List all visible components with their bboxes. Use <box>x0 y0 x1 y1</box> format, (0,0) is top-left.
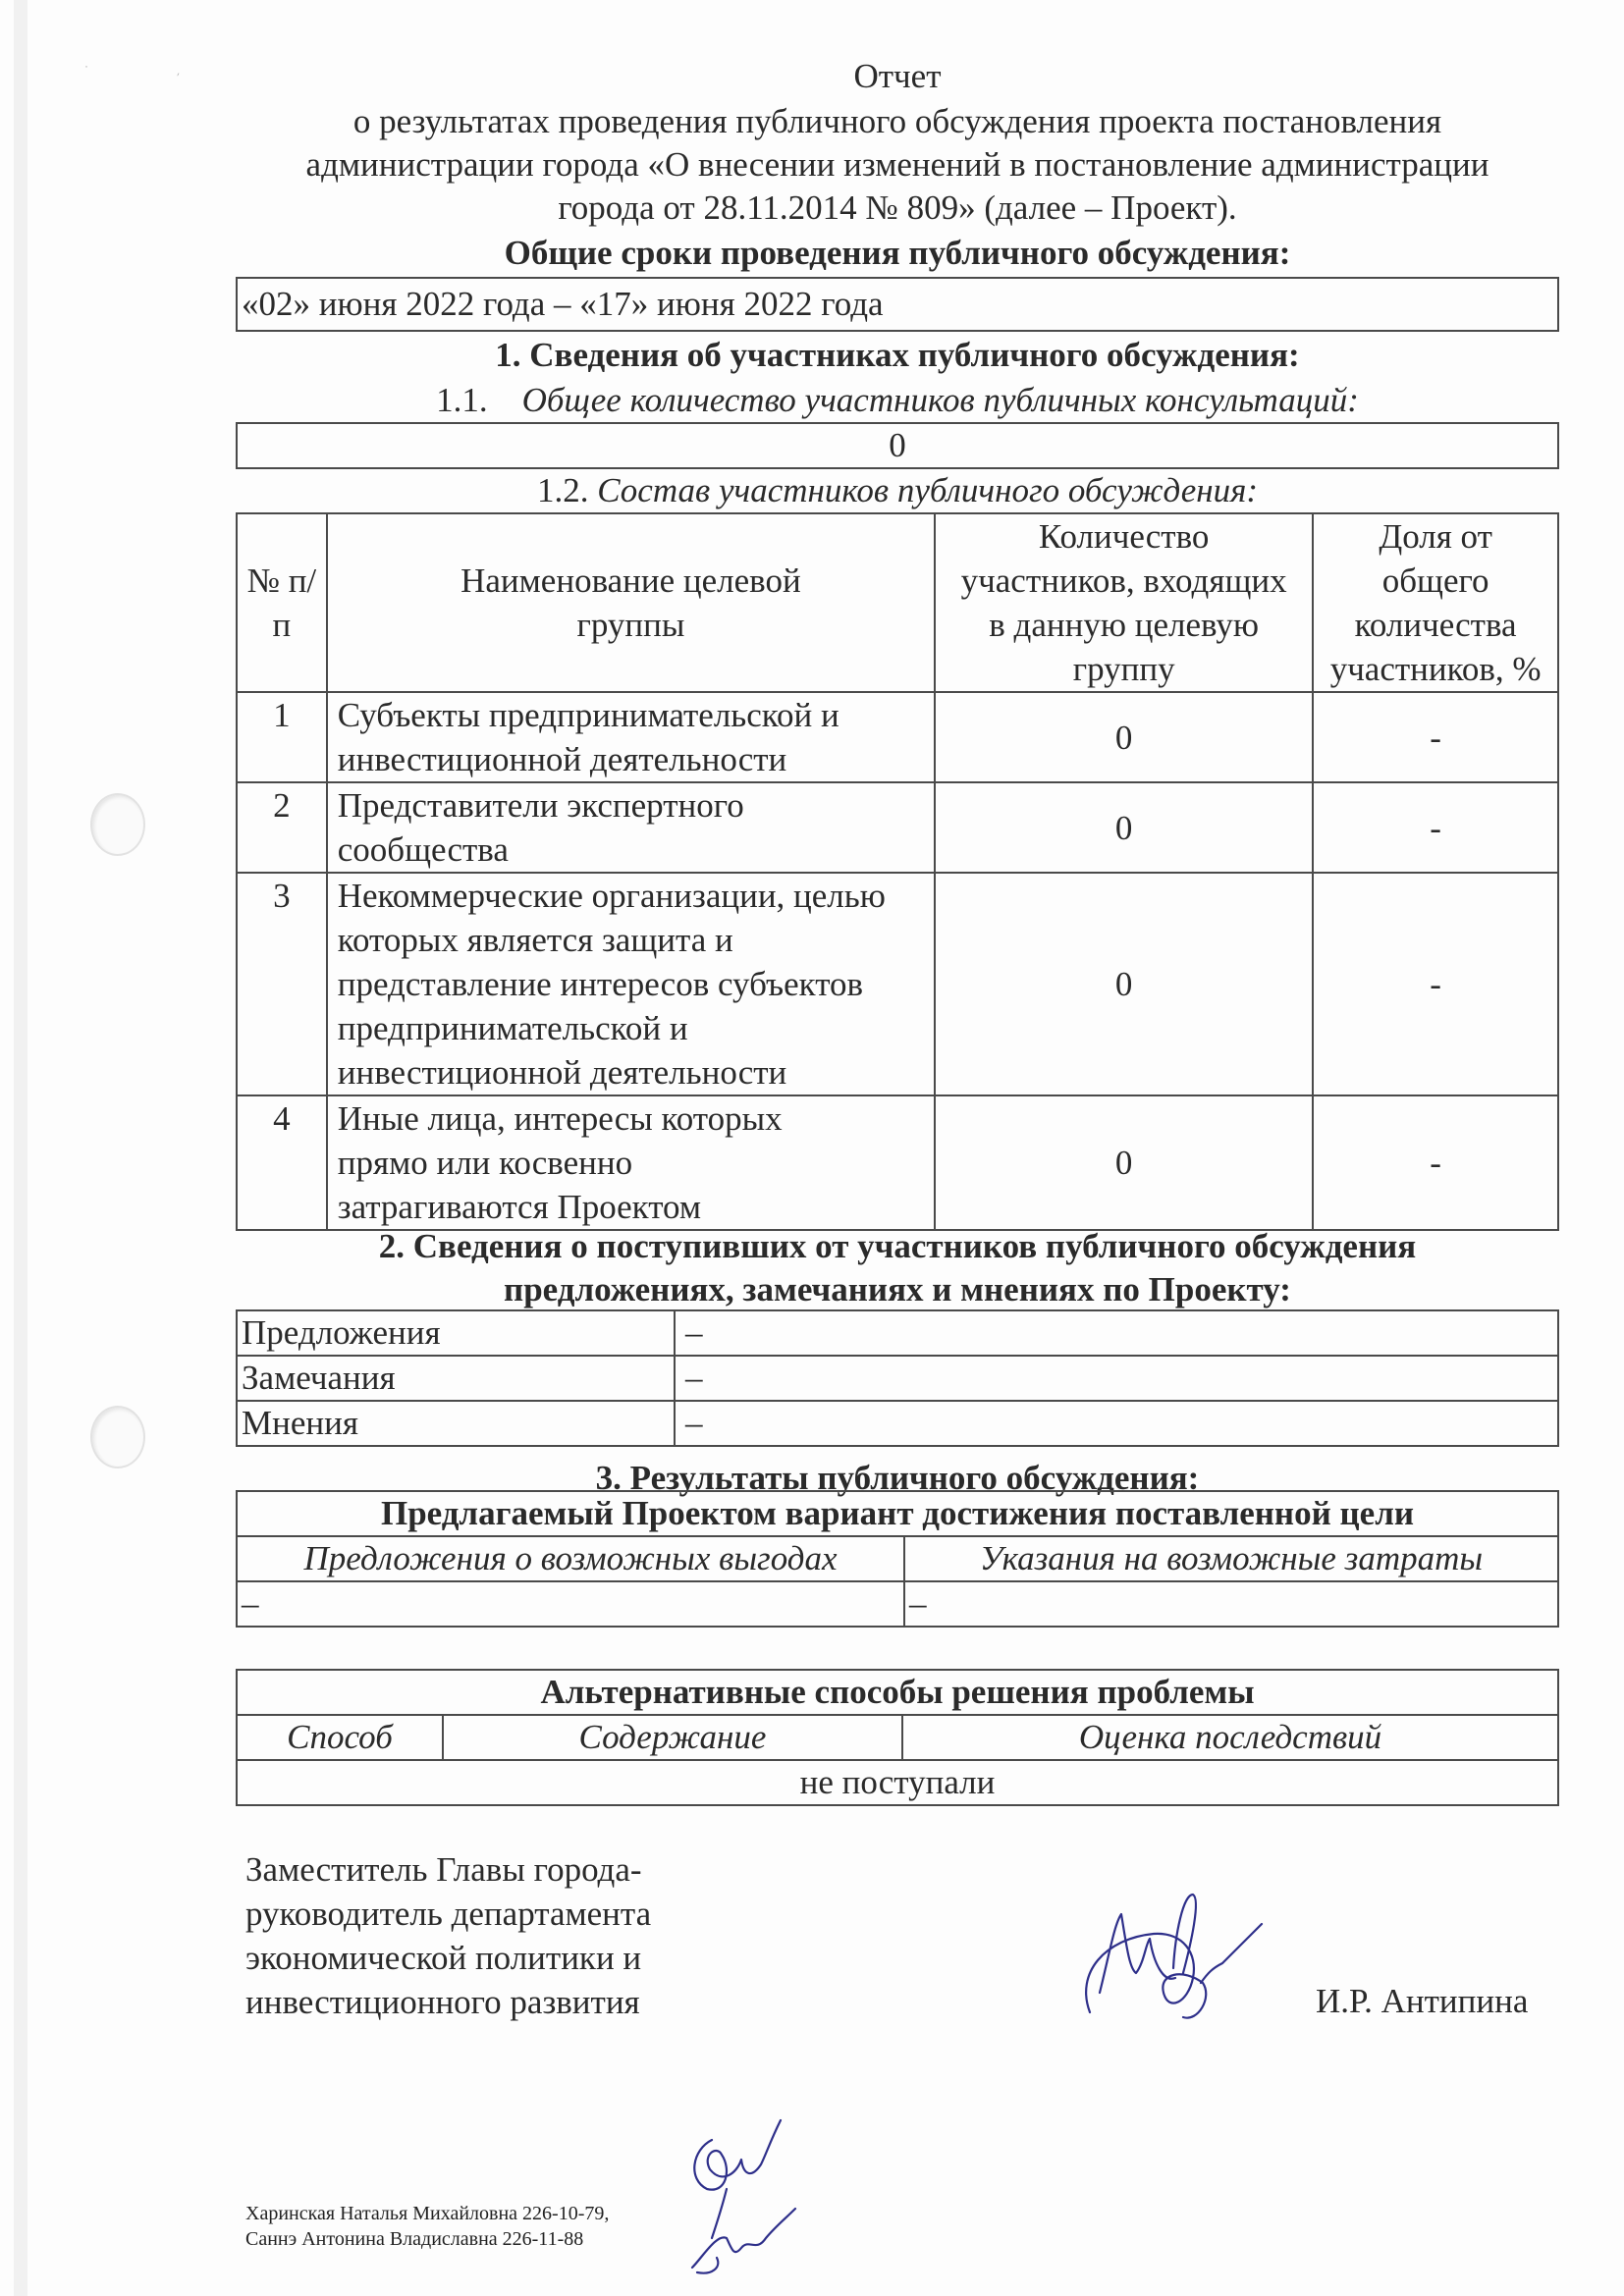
contact-line: Харинская Наталья Михайловна 226-10-79, <box>245 2203 610 2224</box>
total-participants-box <box>236 422 1559 469</box>
proposed-variant-table <box>236 1490 1559 1628</box>
feedback-label: Мнения <box>237 1401 675 1446</box>
section1-sub2 <box>236 469 1559 512</box>
total-participants-value: 0 <box>889 426 906 464</box>
table-row <box>237 692 1558 782</box>
section2-heading-line1: 2. Сведения о поступивших от участников публичного обсуждения <box>378 1227 1417 1265</box>
sub1-label: Общее количество участников публичных консультаций: <box>521 381 1359 419</box>
position-line: инвестиционного развития <box>245 1983 640 2021</box>
costs-header: Указания на возможные затраты <box>904 1536 1558 1581</box>
consequences-header: Оценка последствий <box>902 1715 1558 1760</box>
scan-artifact: ׳ <box>177 69 180 82</box>
document-subtitle-line: о результатах проведения публичного обсуждения проекта постановления <box>352 102 1442 140</box>
header-count: Количество участников, входящих в данную целевую группу <box>935 513 1313 692</box>
row-number: 1 <box>237 692 327 782</box>
document-subtitle-line: администрации города «О внесении изменений в постановление администрации <box>305 145 1489 184</box>
feedback-label: Замечания <box>237 1356 675 1401</box>
proposed-variant-title-row <box>237 1491 1558 1536</box>
document-title: Отчет <box>853 57 942 95</box>
section3-heading: 3. Результаты публичного обсуждения: <box>595 1459 1200 1497</box>
handwritten-signature <box>1075 1875 1272 2032</box>
row-group: Иные лица, интересы которых прямо или косвенно затрагиваются Проектом <box>327 1095 935 1230</box>
benefits-value: – <box>237 1581 904 1627</box>
terms-box <box>236 277 1559 332</box>
contact-line: Саннэ Антонина Владиславна 226-11-88 <box>245 2228 584 2250</box>
participants-table <box>236 512 1559 1231</box>
initials-signature <box>673 2110 800 2282</box>
row-number: 2 <box>237 782 327 873</box>
feedback-value: – <box>675 1310 1558 1356</box>
row-number: 3 <box>237 873 327 1095</box>
row-share: - <box>1313 692 1558 782</box>
row-share: - <box>1313 873 1558 1095</box>
feedback-row <box>237 1310 1558 1356</box>
table-header-row <box>237 513 1558 692</box>
position-line: экономической политики и <box>245 1939 642 1977</box>
alternatives-value: не поступали <box>237 1760 1558 1805</box>
sub2-number: 1.2. <box>536 471 589 509</box>
scan-edge <box>14 0 27 2296</box>
feedback-row <box>237 1356 1558 1401</box>
alternatives-title: Альтернативные способы решения проблемы <box>237 1670 1558 1715</box>
alternatives-table <box>236 1669 1559 1806</box>
punch-hole <box>90 1406 145 1468</box>
alternatives-header-row <box>237 1715 1558 1760</box>
row-count: 0 <box>935 1095 1313 1230</box>
row-count: 0 <box>935 782 1313 873</box>
row-count: 0 <box>935 692 1313 782</box>
row-share: - <box>1313 782 1558 873</box>
row-number: 4 <box>237 1095 327 1230</box>
costs-value: – <box>904 1581 1558 1627</box>
method-header: Способ <box>237 1715 443 1760</box>
feedback-label: Предложения <box>237 1310 675 1356</box>
benefits-header: Предложения о возможных выгодах <box>237 1536 904 1581</box>
feedback-row <box>237 1401 1558 1446</box>
header-group: Наименование целевой группы <box>327 513 935 692</box>
row-share: - <box>1313 1095 1558 1230</box>
feedback-value: – <box>675 1401 1558 1446</box>
alternatives-title-row <box>237 1670 1558 1715</box>
proposed-variant-title: Предлагаемый Проектом вариант достижения поставленной цели <box>237 1491 1558 1536</box>
alternatives-value-row <box>237 1760 1558 1805</box>
position-line: руководитель департамента <box>245 1895 652 1933</box>
row-count: 0 <box>935 873 1313 1095</box>
sub1-number: 1.1. <box>436 381 488 419</box>
header-number: № п/п <box>237 513 327 692</box>
section1-sub1 <box>236 379 1559 422</box>
content-header: Содержание <box>443 1715 902 1760</box>
scan-artifact: ˙ <box>84 63 88 77</box>
signatory-position <box>245 1847 651 2024</box>
table-row <box>237 873 1558 1095</box>
row-group: Субъекты предпринимательской и инвестиционной деятельности <box>327 692 935 782</box>
terms-heading: Общие сроки проведения публичного обсуждения: <box>504 234 1291 272</box>
signatory-name: И.Р. Антипина <box>1316 1982 1529 2020</box>
section1-heading: 1. Сведения об участниках публичного обсуждения: <box>495 336 1300 374</box>
proposed-variant-value-row <box>237 1581 1558 1627</box>
punch-hole <box>90 793 145 856</box>
table-row <box>237 1095 1558 1230</box>
document-subtitle-line: города от 28.11.2014 № 809» (далее – Проект). <box>558 188 1237 227</box>
feedback-table <box>236 1309 1559 1447</box>
feedback-value: – <box>675 1356 1558 1401</box>
position-line: Заместитель Главы города- <box>245 1850 642 1889</box>
sub2-label: Состав участников публичного обсуждения: <box>597 471 1259 509</box>
section2-heading-line2: предложениях, замечаниях и мнениях по Проекту: <box>504 1270 1291 1308</box>
header-share: Доля от общего количества участников, % <box>1313 513 1558 692</box>
terms-value: «02» июня 2022 года – «17» июня 2022 года <box>242 285 884 323</box>
table-row <box>237 782 1558 873</box>
proposed-variant-header-row <box>237 1536 1558 1581</box>
row-group: Представители экспертного сообщества <box>327 782 935 873</box>
row-group: Некоммерческие организации, целью которых является защита и представление интересов субъектов предпринимательской и инвестиционной деятельности <box>327 873 935 1095</box>
